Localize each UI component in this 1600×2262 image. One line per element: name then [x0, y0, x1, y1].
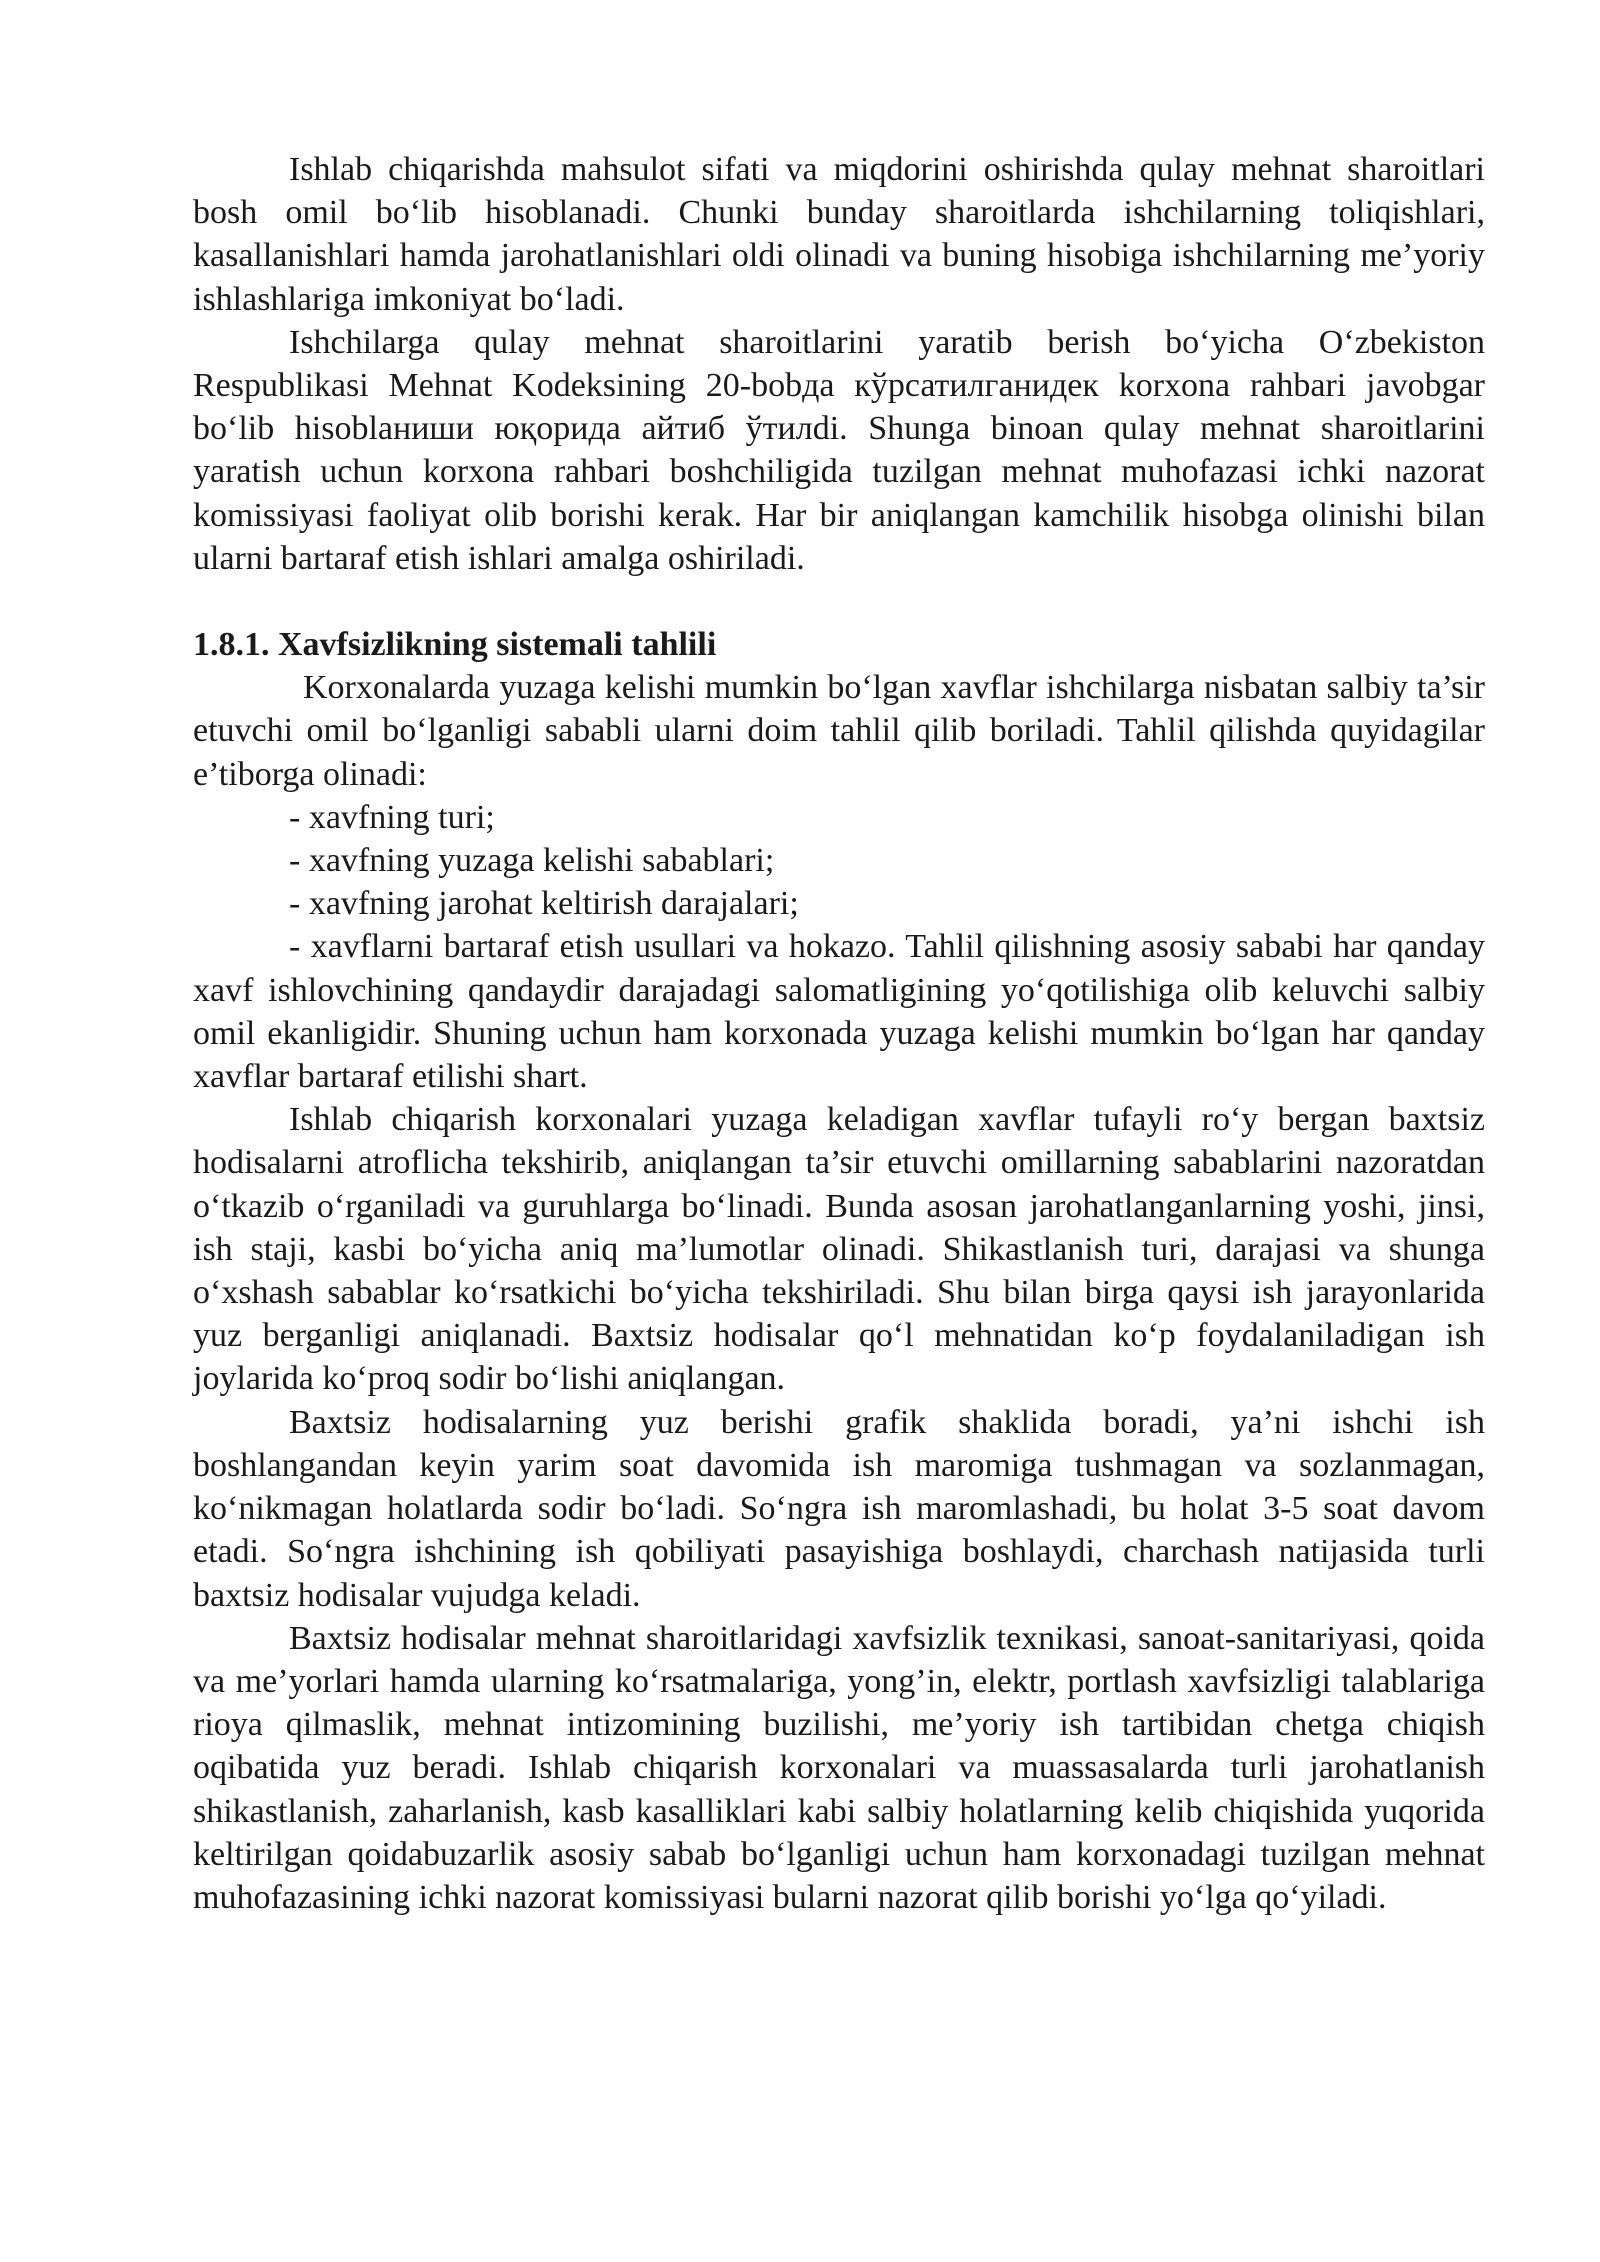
paragraph: Ishchilarga qulay mehnat sharoitlarini yaratib berish bo‘yicha O‘zbekiston Respublikasi Mehnat Kodeksining 20-bobда кўрсатилганидек korxona rahbari javobgar bo‘lib hisoblaниши юқорида айтиб ўтилdi. Shunga binoan qulay mehnat sharoitlarini yaratish uchun korxona rahbari boshchiligida tuzilgan mehnat muhofazasi ichki nazorat komissiyasi faoliyat olib borishi kerak. Har bir aniqlangan kamchilik hisobga olinishi bilan ularni bartaraf etish ishlari amalga oshiriladi.	[193, 323, 1485, 577]
list-item: - xavfning turi;	[289, 798, 495, 836]
list-item: - xavfning yuzaga kelishi sabablari;	[289, 842, 775, 880]
paragraph: Ishlab chiqarish korxonalari yuzaga keladigan xavflar tufayli ro‘y bergan baxtsiz hodisalarni atroflicha tekshirib, aniqlangan ta’sir etuvchi omillarning sabablarini nazoratdan o‘tkazib o‘rganiladi va guruhlarga bo‘linadi. Bunda asosan jarohatlanganlarning yoshi, jinsi, ish staji, kasbi bo‘yicha aniq ma’lumotlar olinadi. Shikastlanish turi, darajasi va shunga o‘xshash sabablar ko‘rsatkichi bo‘yicha tekshiriladi. Shu bilan birga qaysi ish jarayonlarida yuz berganligi aniqlanadi. Baxtsiz hodisalar qo‘l mehnatidan ko‘p foydalaniladigan ish joylarida ko‘proq sodir bo‘lishi aniqlangan.	[193, 1101, 1485, 1398]
paragraph: Baxtsiz hodisalarning yuz berishi grafik shaklida boradi, ya’ni ishchi ish boshlangandan keyin yarim soat davomida ish maromiga tushmagan va sozlanmagan, ko‘nikmagan holatlarda sodir bo‘ladi. So‘ngra ish maromlashadi, bu holat 3-5 soat davom etadi. So‘ngra ishchining ish qobiliyati pasayishiga boshlaydi, charchash natijasida turli baxtsiz hodisalar vujudga keladi.	[193, 1403, 1485, 1614]
section-heading: 1.8.1. Xavfsizlikning sistemali tahlili	[193, 626, 717, 664]
paragraph: Baxtsiz hodisalar mehnat sharoitlaridagi xavfsizlik texnikasi, sanoat-sanitariyasi, qoida va me’yorlari hamda ularning ko‘rsatmalariga, yong’in, elektr, portlash xavfsizligi talablariga rioya qilmaslik, mehnat intizomining buzilishi, me’yoriy ish tartibidan chetga chiqish oqibatida yuz beradi. Ishlab chiqarish korxonalari va muassasalarda turli jarohatlanish shikastlanish, zaharlanish, kasb kasalliklari kabi salbiy holatlarning kelib chiqishida yuqorida keltirilgan qoidabuzarlik asosiy sabab bo‘lganligi uchun ham korxonadagi tuzilgan mehnat muhofazasining ichki nazorat komissiyasi bularni nazorat qilib borishi yo‘lga qo‘yiladi.	[193, 1619, 1485, 1916]
list-item-with-paragraph: - xavflarni bartaraf etish usullari va hokazo. Tahlil qilishning asosiy sababi har qanday xavf ishlovchining qandaydir darajadagi salomatligining yo‘qotilishiga olib keluvchi salbiy omil ekanligidir. Shuning uchun ham korxonada yuzaga kelishi mumkin bo‘lgan har qanday xavflar bartaraf etilishi shart.	[193, 928, 1485, 1096]
document-body	[193, 148, 1485, 1919]
list-item: - xavfning jarohat keltirish darajalari;	[289, 885, 799, 923]
paragraph: Korxonalarda yuzaga kelishi mumkin bo‘lgan xavflar ishchilarga nisbatan salbiy ta’sir etuvchi omil bo‘lganligi sababli ularni doim tahlil qilib boriladi. Tahlil qilishda quyidagilar e’tiborga olinadi:	[193, 669, 1485, 793]
paragraph: Ishlab chiqarishda mahsulot sifati va miqdorini oshirishda qulay mehnat sharoitlari bosh omil bo‘lib hisoblanadi. Chunki bunday sharoitlarda ishchilarning toliqishlari, kasallanishlari hamda jarohatlanishlari oldi olinadi va buning hisobiga ishchilarning me’yoriy ishlashlariga imkoniyat bo‘ladi.	[193, 151, 1485, 318]
